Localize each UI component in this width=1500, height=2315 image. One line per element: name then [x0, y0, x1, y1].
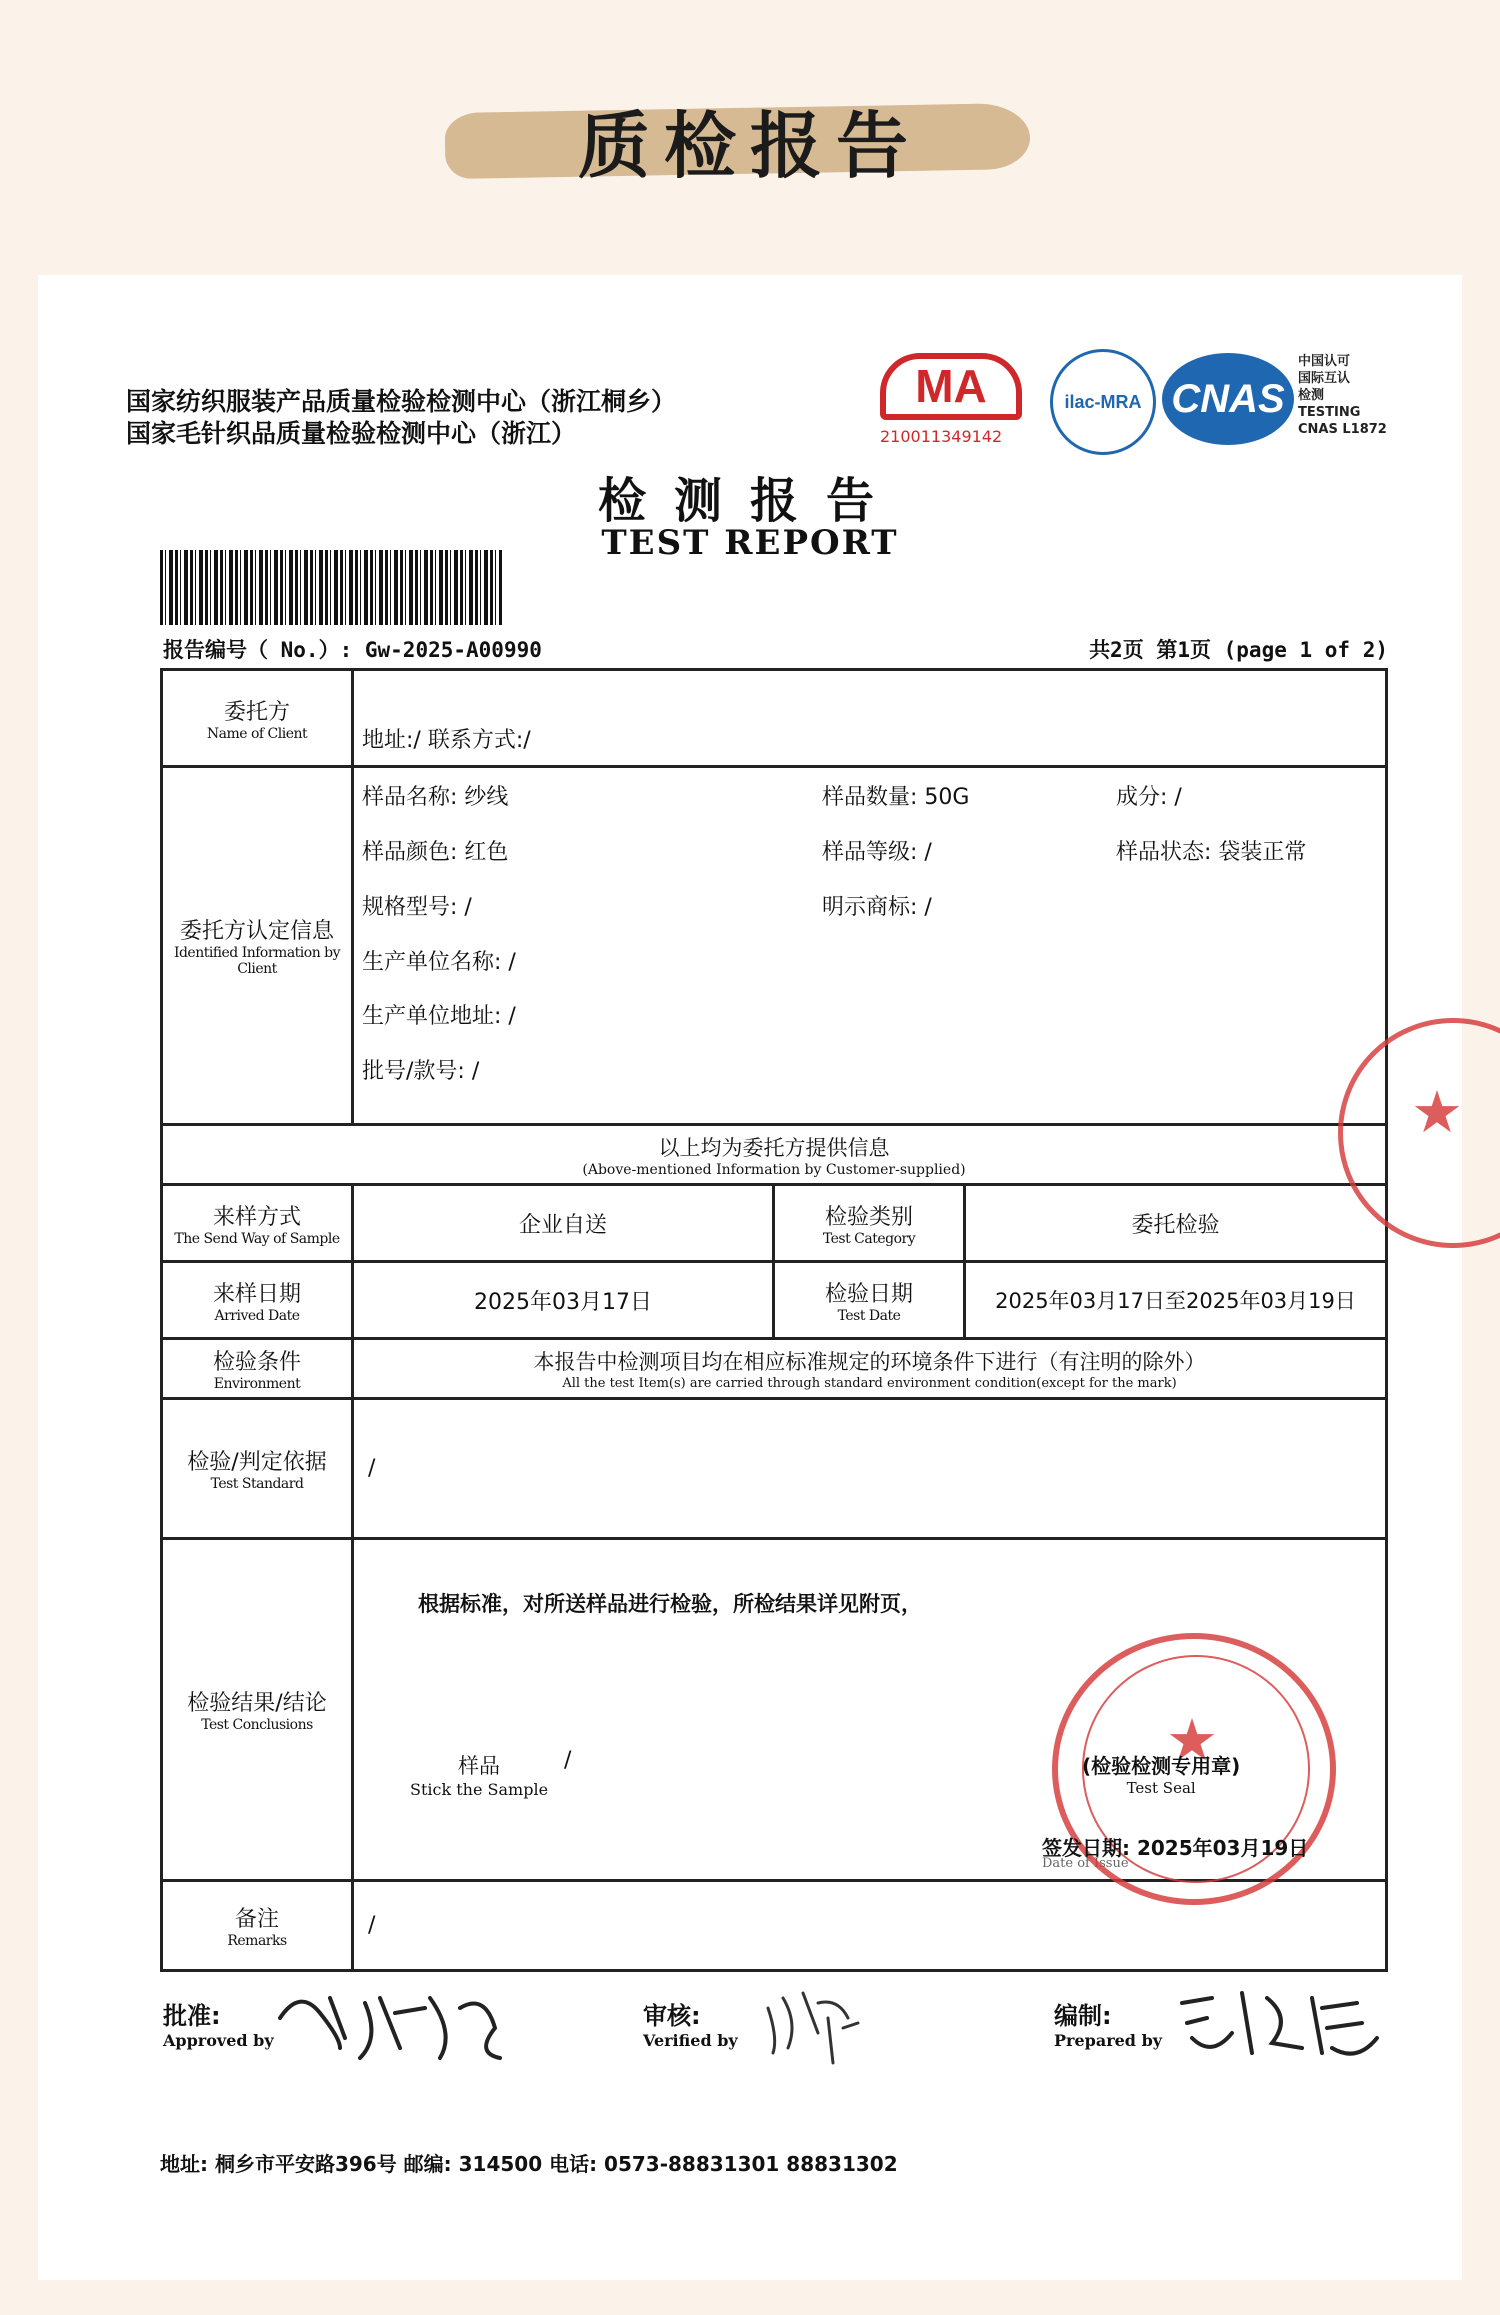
doc-title: 检测报告 — [597, 473, 902, 529]
issue-date-en: Date of Issue — [1042, 1856, 1129, 1871]
sample-name: 样品名称: 纱线 — [362, 785, 509, 810]
cma-logo: MA — [880, 353, 1022, 420]
test-category-value: 委托检验 — [965, 1185, 1387, 1262]
standard-label: 检验/判定依据 Test Standard — [162, 1399, 353, 1539]
prepared-label: 编制: Prepared by — [1054, 2002, 1163, 2050]
banner — [0, 0, 1500, 275]
org-name-2: 国家毛针织品质量检验检测中心（浙江） — [126, 419, 577, 448]
seal-star-icon: ★ — [1166, 1706, 1218, 1774]
doc-title-en: TEST REPORT — [601, 523, 899, 563]
report-number: 报告编号（ No.）: Gw-2025-A00990 — [163, 638, 542, 662]
seal-star-icon: ★ — [1411, 1078, 1463, 1146]
manufacturer: 生产单位名称: / — [362, 950, 516, 975]
composition: 成分: / — [1116, 785, 1182, 810]
conclusion-text: 根据标准，对所送样品进行检验，所检结果详见附页， — [418, 1592, 922, 1616]
sample-grade: 样品等级: / — [822, 840, 932, 865]
cma-number: 210011349142 — [880, 427, 1003, 446]
approved-label: 批准: Approved by — [163, 2002, 274, 2050]
arrived-date-value: 2025年03月17日 — [353, 1262, 774, 1339]
banner-title: 质检报告 — [577, 103, 922, 188]
approved-signature — [270, 1978, 510, 2068]
verified-signature — [758, 1978, 868, 2068]
barcode — [160, 550, 502, 625]
test-category-label: 检验类别 Test Category — [774, 1185, 965, 1262]
sample-attach-value: / — [564, 1748, 572, 1773]
environment-value: 本报告中检测项目均在相应标准规定的环境条件下进行（有注明的除外） All the test Item(s) are carried through standard environment condition(except for the mark) — [353, 1339, 1387, 1399]
verified-label: 审核: Verified by — [643, 2002, 738, 2050]
environment-label: 检验条件 Environment — [162, 1339, 353, 1399]
batch-number: 批号/款号: / — [362, 1059, 480, 1084]
sample-attach: 样品 Stick the Sample — [410, 1754, 549, 1799]
footer-address: 地址: 桐乡市平安路396号 邮编: 314500 电话: 0573-88831301 88831302 — [160, 2152, 898, 2176]
standard-value: / — [353, 1399, 1387, 1539]
identified-info — [353, 767, 1387, 1125]
issue-date: 签发日期: 2025年03月19日 — [1042, 1836, 1309, 1860]
cert-logos — [870, 343, 1390, 453]
cnas-caption: 中国认可 国际互认 检测 TESTING CNAS L1872 — [1298, 354, 1387, 437]
cnas-logo: CNAS — [1162, 353, 1294, 445]
trademark: 明示商标: / — [822, 895, 932, 920]
spec-model: 规格型号: / — [362, 895, 472, 920]
client-value: 地址:/ 联系方式:/ — [353, 670, 1387, 767]
report-form — [160, 668, 1388, 1972]
sample-qty: 样品数量: 50G — [822, 785, 970, 810]
supplied-note: 以上均为委托方提供信息 (Above-mentioned Information by Customer-supplied) — [162, 1125, 1387, 1185]
conclusion-label: 检验结果/结论 Test Conclusions — [162, 1539, 353, 1881]
manufacturer-address: 生产单位地址: / — [362, 1004, 516, 1029]
remarks-label: 备注 Remarks — [162, 1881, 353, 1971]
seal-caption: (检验检测专用章) Test Seal — [1082, 1754, 1241, 1797]
org-name-1: 国家纺织服装产品质量检验检测中心（浙江桐乡） — [126, 387, 677, 416]
remarks-value: / — [353, 1881, 1387, 1971]
sample-color: 样品颜色: 红色 — [362, 840, 509, 865]
test-date-value: 2025年03月17日至2025年03月19日 — [965, 1262, 1387, 1339]
sample-state: 样品状态: 袋装正常 — [1116, 840, 1307, 865]
test-date-label: 检验日期 Test Date — [774, 1262, 965, 1339]
client-label: 委托方 Name of Client — [162, 670, 353, 767]
send-way-label: 来样方式 The Send Way of Sample — [162, 1185, 353, 1262]
identified-label: 委托方认定信息 Identified Information by Client — [162, 767, 353, 1125]
ilac-logo: ilac-MRA — [1050, 349, 1156, 455]
page-info: 共2页 第1页 (page 1 of 2) — [1089, 638, 1388, 662]
arrived-date-label: 来样日期 Arrived Date — [162, 1262, 353, 1339]
send-way-value: 企业自送 — [353, 1185, 774, 1262]
prepared-signature — [1172, 1978, 1384, 2068]
